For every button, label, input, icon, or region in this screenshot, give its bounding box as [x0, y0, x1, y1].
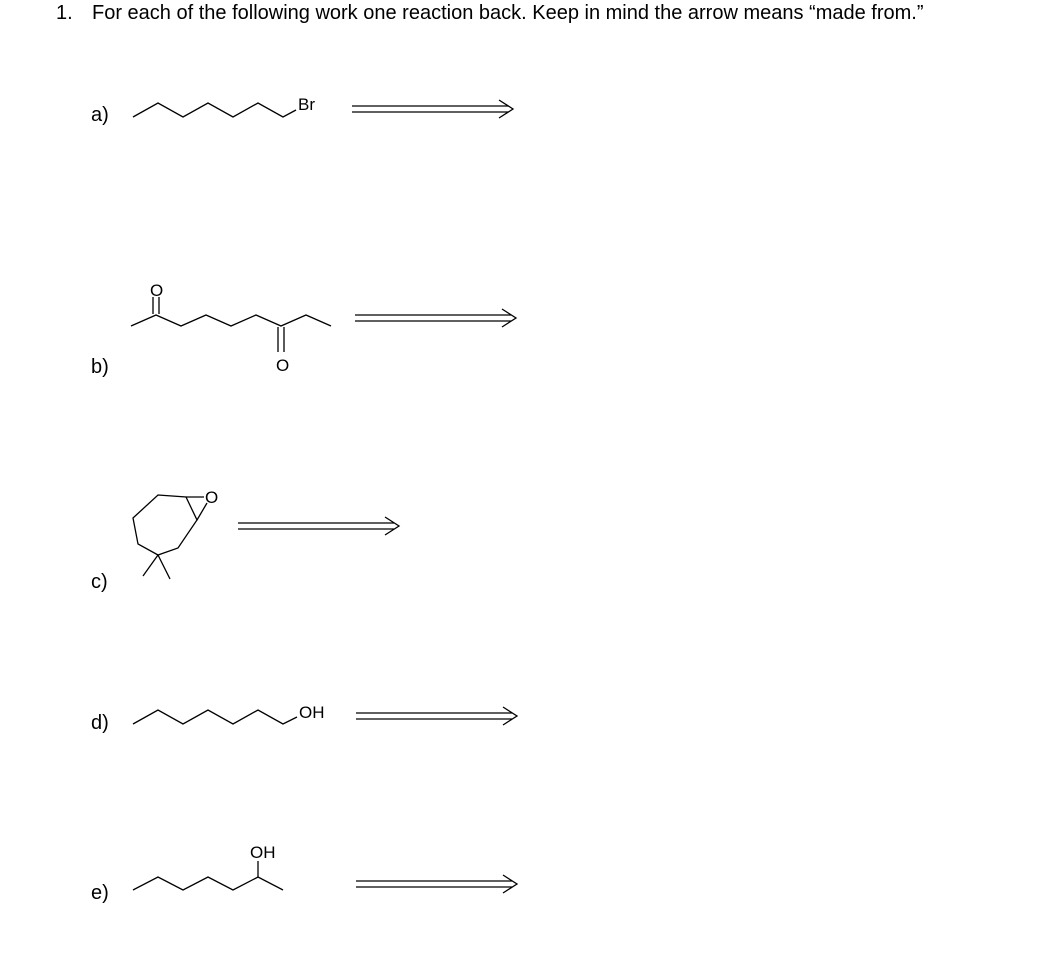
methyl-bond-1 [143, 555, 158, 576]
atom-label-o-top: O [150, 281, 164, 300]
atom-label-br: Br [298, 95, 315, 114]
reaction-arrow-e [356, 875, 517, 893]
carbon-chain-d [133, 710, 297, 724]
question-number: 1. [56, 2, 73, 24]
atom-label-o-epoxide: O [205, 488, 219, 507]
structure-e [133, 843, 283, 890]
part-label-c: c) [91, 571, 108, 593]
part-label-b: b) [91, 356, 109, 378]
structure-a [133, 95, 315, 117]
carbon-chain-e [133, 877, 283, 890]
carbon-chain-a [133, 103, 296, 117]
cycloheptane-ring [133, 495, 197, 555]
part-label-d: d) [91, 712, 109, 734]
atom-label-oh-d: OH [299, 703, 325, 722]
question-text: For each of the following work one reaction back. Keep in mind the arrow means “made from.” [92, 2, 924, 24]
methyl-bond-2 [158, 555, 170, 579]
reaction-arrow-a [352, 100, 513, 118]
reaction-arrow-b [355, 309, 516, 327]
part-label-e: e) [91, 882, 109, 904]
reaction-arrow-d [356, 707, 517, 725]
structure-d [133, 703, 325, 724]
structure-b [131, 281, 331, 375]
atom-label-o-bottom: O [276, 356, 290, 375]
atom-label-oh-e: OH [250, 843, 276, 862]
part-label-a: a) [91, 104, 109, 126]
structure-c [133, 488, 218, 579]
carbon-chain-b [131, 315, 331, 326]
reaction-arrow-c [238, 517, 399, 535]
